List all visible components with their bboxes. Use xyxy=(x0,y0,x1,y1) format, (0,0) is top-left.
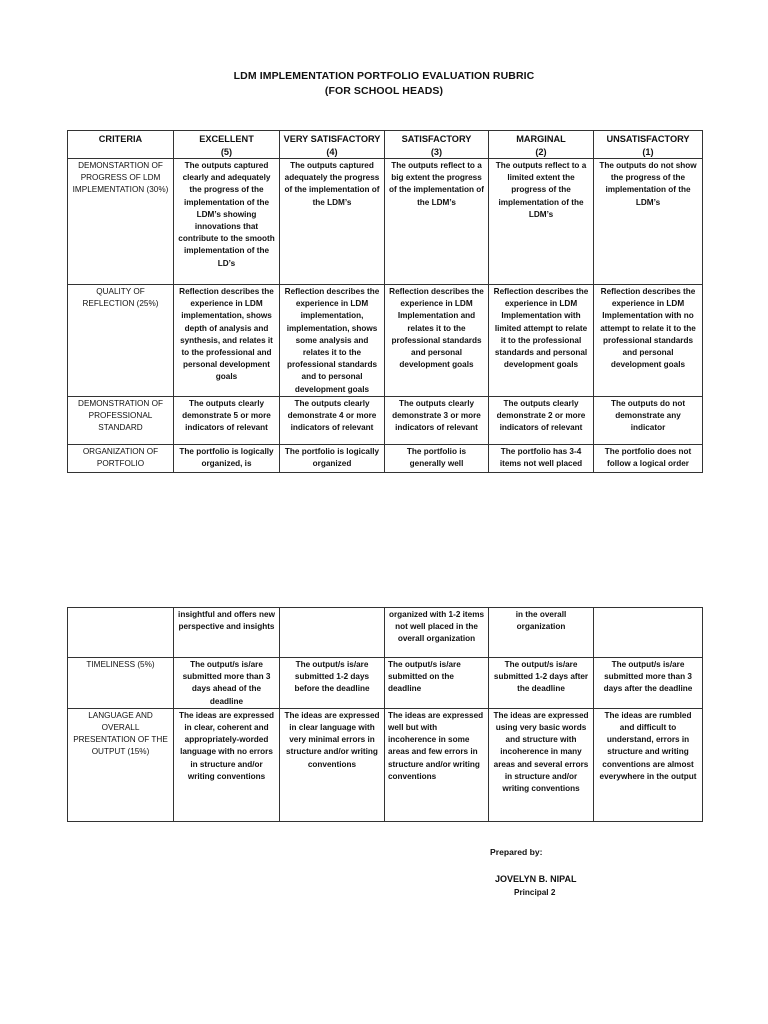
header-very-satisfactory: VERY SATISFACTORY (4) xyxy=(280,131,385,159)
rubric-cell: Reflection describes the experience in LDM Implementation with no attempt to relate it to the professional standards and personal development goals xyxy=(594,285,703,397)
header-excellent: EXCELLENT (5) xyxy=(174,131,280,159)
rubric-cell: The ideas are expressed in clear language with very minimal errors in structure and/or writing conventions xyxy=(280,708,385,821)
rubric-cell: The outputs do not show the progress of the implementation of the LDM’s xyxy=(594,159,703,285)
criteria-cell: LANGUAGE AND OVERALL PRESENTATION OF THE OUTPUT (15%) xyxy=(68,708,174,821)
rubric-cell: The output/s is/are submitted more than 3 days after the deadline xyxy=(594,658,703,709)
rubric-cell: The portfolio is logically organized, is xyxy=(174,444,280,472)
criteria-cell: QUALITY OF REFLECTION (25%) xyxy=(68,285,174,397)
rubric-cell: The output/s is/are submitted 1-2 days after the deadline xyxy=(489,658,594,709)
table-row xyxy=(68,608,703,658)
rubric-cell: in the overall organization xyxy=(489,608,594,658)
header-criteria: CRITERIA xyxy=(68,131,174,159)
criteria-cell: DEMONSTARTION OF PROGRESS OF LDM IMPLEMENTATION (30%) xyxy=(68,159,174,285)
rubric-cell: Reflection describes the experience in LDM Implementation with limited attempt to relate it to the professional standards and personal development goals xyxy=(489,285,594,397)
rubric-cell: The portfolio does not follow a logical order xyxy=(594,444,703,472)
rubric-cell: Reflection describes the experience in LDM implementation, shows depth of analysis and synthesis, and relates it to the professional and personal development goals xyxy=(174,285,280,397)
document-subtitle: (FOR SCHOOL HEADS) xyxy=(324,85,444,97)
rubric-table-continued xyxy=(67,607,703,822)
rubric-cell: The outputs reflect to a big extent the progress of the implementation of the LDM’s xyxy=(385,159,489,285)
rubric-cell: The ideas are expressed well but with incoherence in some areas and few errors in structure and/or writing conventions xyxy=(385,708,489,821)
signatory-position: Principal 2 xyxy=(514,888,556,897)
header-row xyxy=(68,131,703,159)
signatory-name: JOVELYN B. NIPAL xyxy=(495,874,577,884)
rubric-cell: The outputs clearly demonstrate 2 or more indicators of relevant xyxy=(489,396,594,444)
rubric-cell: The ideas are expressed in clear, coherent and appropriately-worded language with no errors in structure and/or writing conventions xyxy=(174,708,280,821)
document-title: LDM IMPLEMENTATION PORTFOLIO EVALUATION RUBRIC xyxy=(233,70,535,82)
table-row xyxy=(68,396,703,444)
rubric-cell: The output/s is/are submitted on the deadline xyxy=(385,658,489,709)
rubric-cell: The output/s is/are submitted more than 3 days ahead of the deadline xyxy=(174,658,280,709)
rubric-cell: The outputs do not demonstrate any indicator xyxy=(594,396,703,444)
rubric-cell: The ideas are rumbled and difficult to understand, errors in structure and writing conventions are almost everywhere in the output xyxy=(594,708,703,821)
rubric-cell: The outputs captured clearly and adequately the progress of the implementation of the LDM’s showing innovations that contribute to the smooth implementation of the LD’s xyxy=(174,159,280,285)
rubric-cell: The outputs clearly demonstrate 5 or more indicators of relevant xyxy=(174,396,280,444)
rubric-cell: The outputs reflect to a limited extent the progress of the implementation of the LDM’s xyxy=(489,159,594,285)
rubric-cell xyxy=(280,608,385,658)
rubric-cell: The output/s is/are submitted 1-2 days before the deadline xyxy=(280,658,385,709)
rubric-cell: The outputs clearly demonstrate 4 or more indicators of relevant xyxy=(280,396,385,444)
table-row xyxy=(68,658,703,709)
rubric-cell: insightful and offers new perspective and insights xyxy=(174,608,280,658)
rubric-cell: The ideas are expressed using very basic words and structure with incoherence in many areas and several errors in structure and/or writing conventions xyxy=(489,708,594,821)
rubric-cell: The portfolio has 3-4 items not well placed xyxy=(489,444,594,472)
rubric-table xyxy=(67,130,703,473)
rubric-cell: The portfolio is logically organized xyxy=(280,444,385,472)
criteria-cell xyxy=(68,608,174,658)
criteria-cell: DEMONSTRATION OF PROFESSIONAL STANDARD xyxy=(68,396,174,444)
header-marginal: MARGINAL (2) xyxy=(489,131,594,159)
rubric-cell: Reflection describes the experience in LDM implementation, implementation, shows some analysis and relates it to the professional standards and to personal development goals xyxy=(280,285,385,397)
table-row xyxy=(68,444,703,472)
table-row xyxy=(68,285,703,397)
rubric-cell: The outputs clearly demonstrate 3 or more indicators of relevant xyxy=(385,396,489,444)
rubric-cell: The portfolio is generally well xyxy=(385,444,489,472)
header-unsatisfactory: UNSATISFACTORY (1) xyxy=(594,131,703,159)
table-row xyxy=(68,708,703,821)
rubric-cell xyxy=(594,608,703,658)
criteria-cell: ORGANIZATION OF PORTFOLIO xyxy=(68,444,174,472)
criteria-cell: TIMELINESS (5%) xyxy=(68,658,174,709)
table-row xyxy=(68,159,703,285)
rubric-cell: organized with 1-2 items not well placed in the overall organization xyxy=(385,608,489,658)
rubric-cell: The outputs captured adequately the progress of the implementation of the LDM’s xyxy=(280,159,385,285)
header-satisfactory: SATISFACTORY (3) xyxy=(385,131,489,159)
prepared-by-label: Prepared by: xyxy=(490,847,543,857)
rubric-cell: Reflection describes the experience in LDM Implementation and relates it to the professional standards and personal development goals xyxy=(385,285,489,397)
